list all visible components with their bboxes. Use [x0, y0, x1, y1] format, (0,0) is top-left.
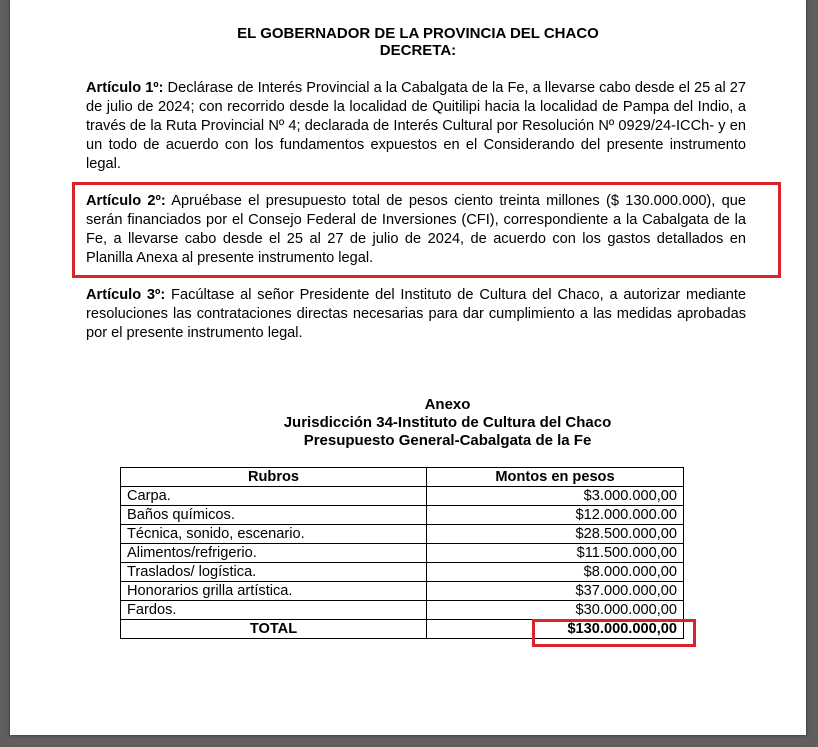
row-amount: $37.000.000,00: [427, 582, 684, 601]
column-header-montos: Montos en pesos: [427, 468, 684, 487]
article-1-label: Artículo 1º:: [86, 80, 164, 96]
total-highlight: [532, 619, 696, 647]
header-title: EL GOBERNADOR DE LA PROVINCIA DEL CHACO: [237, 25, 599, 42]
total-amount: $130.000.000,00: [427, 620, 684, 639]
article-1: [86, 79, 746, 174]
article-3-text: Facúltase al señor Presidente del Instituto de Cultura del Chaco, a autorizar mediante resoluciones las contrataciones directas necesarias para dar cumplimiento a las medidas aprobadas por el presente instrumento legal.: [86, 287, 747, 341]
row-amount: $12.000.000.00: [427, 506, 684, 525]
row-amount: $8.000.000,00: [427, 563, 684, 582]
article-2-label: Artículo 2º:: [86, 193, 166, 209]
table-row: [121, 525, 684, 544]
row-amount: $3.000.000,00: [427, 487, 684, 506]
article-2-text: Apruébase el presupuesto total de pesos ciento treinta millones ($ 130.000.000), que serán financiados por el Consejo Federal de Inversiones (CFI), correspondiente a la Cabalgata de la Fe, a llevarse cabo desde el 25 al 27 de julio de 2024, de acuerdo con los gastos detallados en Planilla Anexa al presente instrumento legal.: [86, 193, 747, 266]
row-item: Alimentos/refrigerio.: [121, 544, 427, 563]
article-3: [86, 286, 746, 343]
table-row: [121, 506, 684, 525]
row-amount: $11.500.000,00: [427, 544, 684, 563]
row-amount: $30.000.000,00: [427, 601, 684, 620]
table-row: [121, 563, 684, 582]
row-item: Baños químicos.: [121, 506, 427, 525]
header-decreta: DECRETA:: [379, 42, 457, 59]
table-row: [121, 582, 684, 601]
annex-title: Anexo: [424, 396, 471, 413]
row-item: Técnica, sonido, escenario.: [121, 525, 427, 544]
row-item: Fardos.: [121, 601, 427, 620]
article-1-text: Declárase de Interés Provincial a la Cabalgata de la Fe, a llevarse cabo desde el 25 al 27 de julio de 2024; con recorrido desde la localidad de Quitilipi hacia la localidad de Pampa del Indio, a través de la Ruta Provincial Nº 4; declarada de Interés Cultural por Resolución Nº 0929/24-ICCh- y en un todo de acuerdo con los fundamentos expuestos en el Considerando del presente instrumento legal.: [86, 80, 746, 172]
annex-budget-title: Presupuesto General-Cabalgata de la Fe: [303, 432, 592, 449]
row-item: Carpa.: [121, 487, 427, 506]
row-item: Traslados/ logística.: [121, 563, 427, 582]
table-row: [121, 601, 684, 620]
row-item: Honorarios grilla artística.: [121, 582, 427, 601]
table-header-row: [121, 468, 684, 487]
budget-table: [120, 467, 684, 639]
annex-jurisdiction: Jurisdicción 34-Instituto de Cultura del Chaco: [283, 414, 612, 431]
article-3-label: Artículo 3º:: [86, 287, 166, 303]
annex-heading: [0, 396, 818, 450]
row-amount: $28.500.000,00: [427, 525, 684, 544]
decree-header: [0, 25, 818, 59]
total-label: TOTAL: [121, 620, 427, 639]
column-header-rubros: Rubros: [121, 468, 427, 487]
table-row: [121, 487, 684, 506]
document-page: [10, 0, 806, 735]
table-row: [121, 544, 684, 563]
article-2: [86, 192, 746, 268]
